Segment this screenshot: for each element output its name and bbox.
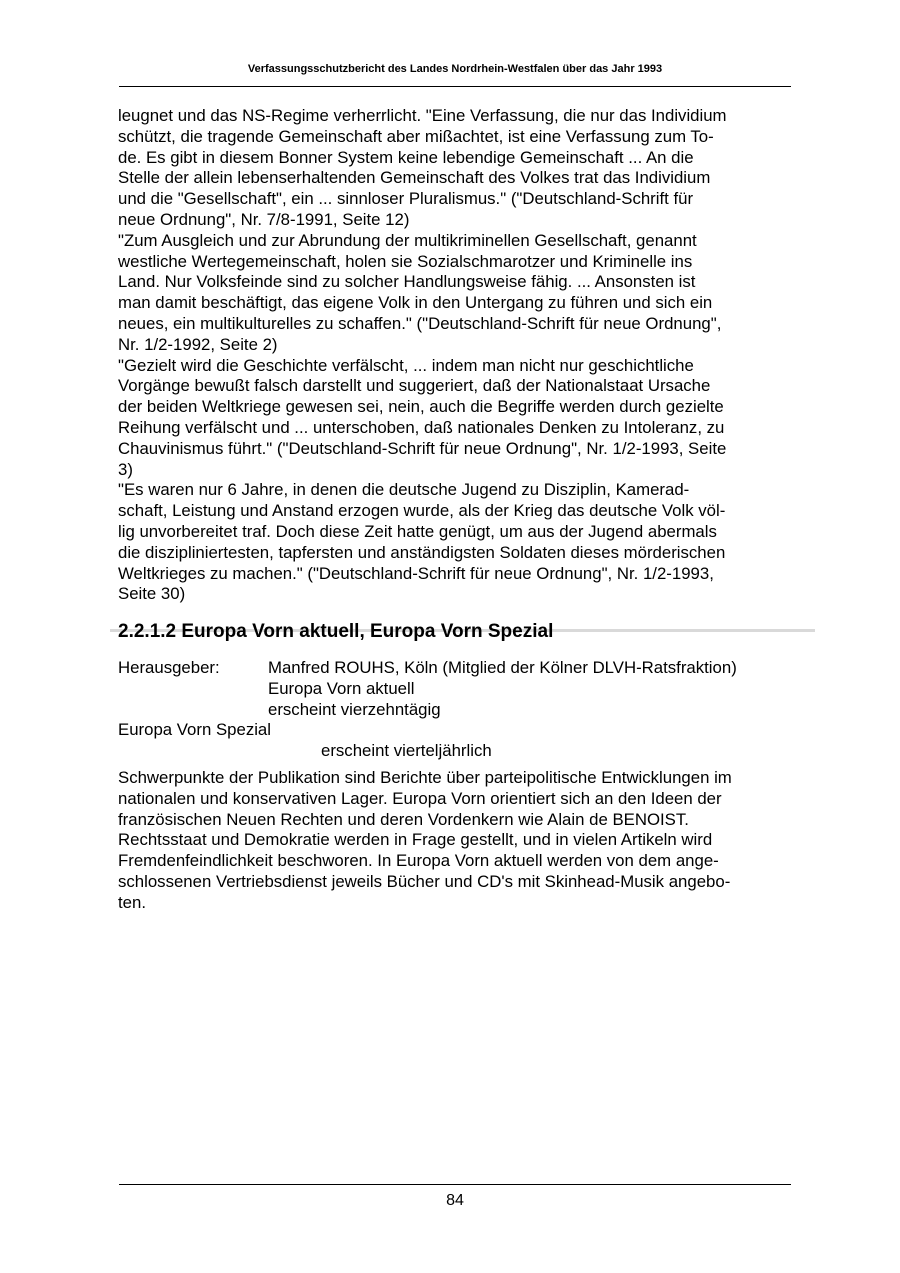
publisher-name: Manfred ROUHS, Köln (Mitglied der Kölner DLVH-Ratsfraktion) bbox=[268, 658, 737, 677]
summary-text bbox=[118, 768, 794, 914]
publication-title: Europa Vorn Spezial bbox=[118, 720, 271, 740]
publication-frequency: erscheint vierteljährlich bbox=[321, 741, 492, 761]
publisher-values bbox=[268, 658, 737, 720]
paragraph: "Es waren nur 6 Jahre, in denen die deutsche Jugend zu Disziplin, Kamerad- schaft, Leistung und Anstand erzogen wurde, als der Krieg das deutsche Volk völ- lig unvorbereitet traf. Doch diese Zeit hatte genügt, um aus der Jugend abermals die diszipliniertesten, tapfersten und anständigsten Soldaten dieses mörderischen Weltkrieges zu machen." ("Deutschland-Schrift für neue Ordnung", Nr. 1/2-1993, Seite 30) bbox=[118, 480, 726, 604]
paragraph: "Zum Ausgleich und zur Abrundung der multikriminellen Gesellschaft, genannt westliche Wertegemeinschaft, holen sie Sozialschmarotzer und Kriminelle ins Land. Nur Volksfeinde sind zu solcher Handlungsweise fähig. ... Ansonsten ist man damit beschäftigt, das eigene Volk in den Untergang zu führen und sich ein neues, ein multikulturelles zu schaffen." ("Deutschland-Schrift für neue Ordnung", Nr. 1/2-1992, Seite 2) bbox=[118, 230, 722, 354]
body-text bbox=[118, 106, 794, 605]
paragraph: "Gezielt wird die Geschichte verfälscht, ... indem man nicht nur geschichtliche Vorgänge bewußt falsch darstellt und suggeriert, daß der Nationalstaat Ursache der beiden Weltkriege gewesen sei, nein, auch die Begriffe werden durch gezielte Reihung verfälscht und ... unterschoben, daß nationales Denken zu Intoleranz, zu Chauvinismus führt." ("Deutschland-Schrift für neue Ordnung", Nr. 1/2-1993, Seite 3) bbox=[118, 355, 727, 479]
section-heading: 2.2.1.2 Europa Vorn aktuell, Europa Vorn Spezial bbox=[118, 621, 554, 642]
running-header: Verfassungsschutzbericht des Landes Nordrhein-Westfalen über das Jahr 1993 bbox=[247, 63, 663, 75]
header-divider bbox=[119, 86, 791, 87]
paragraph: leugnet und das NS-Regime verherrlicht. "Eine Verfassung, die nur das Individium schützt, die tragende Gemeinschaft aber mißachtet, ist eine Verfassung zum To- de. Es gibt in diesem Bonner System keine lebendige Gemeinschaft ... An die Stelle der allein lebenserhaltenden Gemeinschaft des Volkes trat das Individium und die "Gesellschaft", ein ... sinnloser Pluralismus." ("Deutschland-Schrift für neue Ordnung", Nr. 7/8-1991, Seite 12) bbox=[118, 106, 727, 229]
publisher-row bbox=[118, 658, 794, 720]
footer-divider bbox=[119, 1184, 791, 1185]
page-number: 84 bbox=[446, 1192, 464, 1209]
publisher-info bbox=[118, 658, 794, 762]
publication-frequency: erscheint vierzehntägig bbox=[268, 699, 441, 719]
publication-title: Europa Vorn aktuell bbox=[268, 678, 415, 698]
publisher-label: Herausgeber: bbox=[118, 658, 220, 677]
paragraph: Schwerpunkte der Publikation sind Berichte über parteipolitische Entwicklungen im nationalen und konservativen Lager. Europa Vorn orientiert sich an den Ideen der französischen Neuen Rechten und deren Vordenkern wie Alain de BENOIST. Rechtsstaat und Demokratie werden in Frage gestellt, und in vielen Artikeln wird Fremdenfeindlichkeit beschworen. In Europa Vorn aktuell werden von dem ange- schlossenen Vertriebsdienst jeweils Bücher und CD's mit Skinhead-Musik angebo- ten. bbox=[118, 768, 732, 912]
